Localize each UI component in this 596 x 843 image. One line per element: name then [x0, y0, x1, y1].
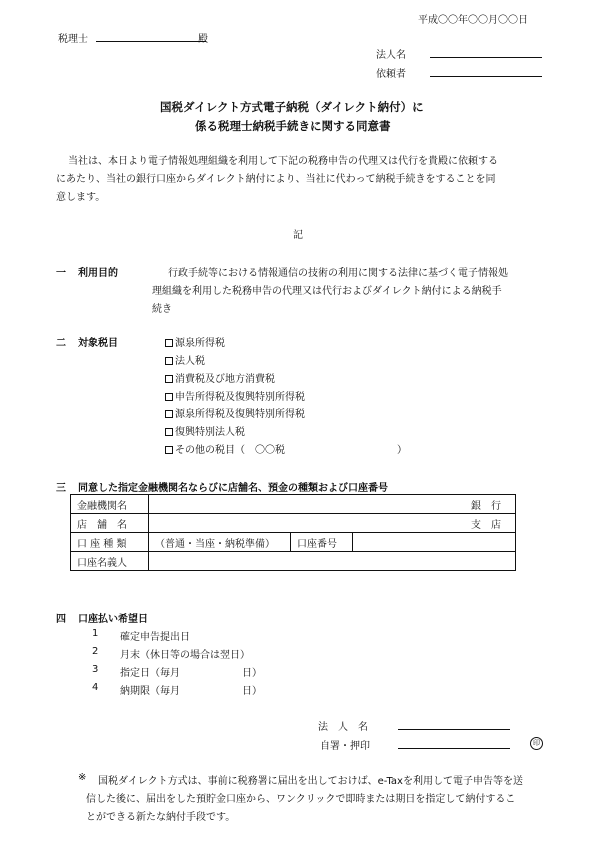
section1-line-2: 理組織を利用した税務申告の代理又は代行およびダイレクト納付による納税手 [152, 286, 502, 297]
tax-item: 申告所得税及復興特別所得税 [165, 388, 305, 403]
payment-option-close: 日） [242, 686, 262, 697]
intro-line-2: にあたり、当社の銀行口座からダイレクト納付により、当社に代わって納税手続きをすることを同 [56, 174, 496, 185]
tax-item: 消費税及び地方消費税 [165, 370, 275, 385]
section1-line-3: 続き [152, 304, 172, 315]
table-row [71, 552, 516, 571]
section4-heading: 口座払い希望日 [78, 614, 148, 625]
payment-option-text: 指定日（毎月 [120, 668, 180, 679]
branch-field[interactable] [149, 514, 516, 533]
bank-suffix: 銀 行 [471, 500, 501, 512]
signature-company-line [398, 729, 510, 730]
signature-sign-label: 自署・押印 [320, 741, 370, 752]
payment-option-close: 日） [242, 668, 262, 679]
tax-item: 復興特別法人税 [165, 423, 245, 438]
note-mark: ※ [78, 772, 87, 783]
bank-name-field[interactable] [149, 495, 516, 514]
payment-option-number: 4 [92, 682, 99, 693]
intro-line-1: 当社は、本日より電子情報処理組織を利用して下記の税務申告の代理又は代行を貴殿に依頼する [68, 156, 498, 167]
section2-heading: 対象税目 [78, 338, 118, 349]
checkbox[interactable] [165, 357, 173, 365]
account-holder-field[interactable] [149, 552, 516, 571]
table-row [71, 495, 516, 514]
bank-name-label: 金融機関名 [71, 495, 149, 514]
company-name-label: 法人名 [376, 50, 406, 61]
signature-company-label: 法 人 名 [318, 722, 368, 733]
ki-heading: 記 [293, 230, 303, 241]
account-type-value[interactable]: （普通・当座・納税準備） [149, 533, 291, 552]
tax-item: 源泉所得税及復興特別所得税 [165, 405, 305, 420]
checkbox[interactable] [165, 339, 173, 347]
document-date: 平成〇〇年〇〇月〇〇日 [418, 15, 528, 26]
payment-option-text: 月末（休日等の場合は翌日） [120, 650, 250, 661]
branch-label: 店 舗 名 [71, 514, 149, 533]
section1-line-1: 行政手続等における情報通信の技術の利用に関する法律に基づく電子情報処 [168, 268, 508, 279]
payment-option-number: 3 [92, 664, 99, 675]
tax-item: 源泉所得税 [165, 334, 225, 349]
account-number-label: 口座番号 [291, 533, 353, 552]
payment-option-text: 確定申告提出日 [120, 632, 190, 643]
account-type-label: 口 座 種 類 [71, 533, 149, 552]
branch-suffix: 支 店 [471, 519, 501, 531]
section1-heading: 利用目的 [78, 268, 118, 279]
tax-item-other-close: ） [397, 445, 407, 456]
checkbox[interactable] [165, 375, 173, 383]
title-line-1: 国税ダイレクト方式電子納税（ダイレクト納付）に [160, 100, 424, 114]
recipient-name-line [96, 41, 206, 42]
table-row [71, 533, 516, 552]
seal-mark: 印 [530, 737, 543, 750]
section3-heading: 同意した指定金融機関名ならびに店舗名、預金の種類および口座番号 [78, 483, 388, 494]
note-line-3: とができる新たな納付手段です。 [86, 812, 236, 823]
section1-number: 一 [56, 268, 66, 279]
checkbox[interactable] [165, 446, 173, 454]
intro-line-3: 意します。 [56, 192, 106, 203]
payment-option-number: 1 [92, 628, 99, 639]
note-line-2: 信した後に、届出をした預貯金口座から、ワンクリックで即時または期日を指定して納付するこ [86, 794, 516, 805]
title-line-2: 係る税理士納税手続きに関する同意書 [195, 119, 391, 133]
client-line [430, 76, 542, 77]
tax-item: 法人税 [165, 352, 205, 367]
account-holder-label: 口座名義人 [71, 552, 149, 571]
checkbox[interactable] [165, 393, 173, 401]
signature-sign-line [398, 748, 510, 749]
tax-item-other: その他の税目（ 〇〇税 [165, 441, 285, 456]
recipient-prefix: 税理士 [58, 34, 88, 45]
section2-number: 二 [56, 338, 66, 349]
payment-option-text: 納期限（毎月 [120, 686, 180, 697]
account-number-field[interactable] [353, 533, 516, 552]
checkbox[interactable] [165, 410, 173, 418]
client-label: 依頼者 [376, 69, 406, 80]
table-row [71, 514, 516, 533]
recipient-suffix: 殿 [198, 34, 208, 45]
section4-number: 四 [56, 614, 66, 625]
bank-account-table [70, 494, 516, 571]
section3-number: 三 [56, 483, 66, 494]
checkbox[interactable] [165, 428, 173, 436]
company-name-line [430, 57, 542, 58]
payment-option-number: 2 [92, 646, 99, 657]
note-line-1: 国税ダイレクト方式は、事前に税務署に届出を出しておけば、e-Taxを利用して電子申告等を送 [98, 776, 523, 787]
